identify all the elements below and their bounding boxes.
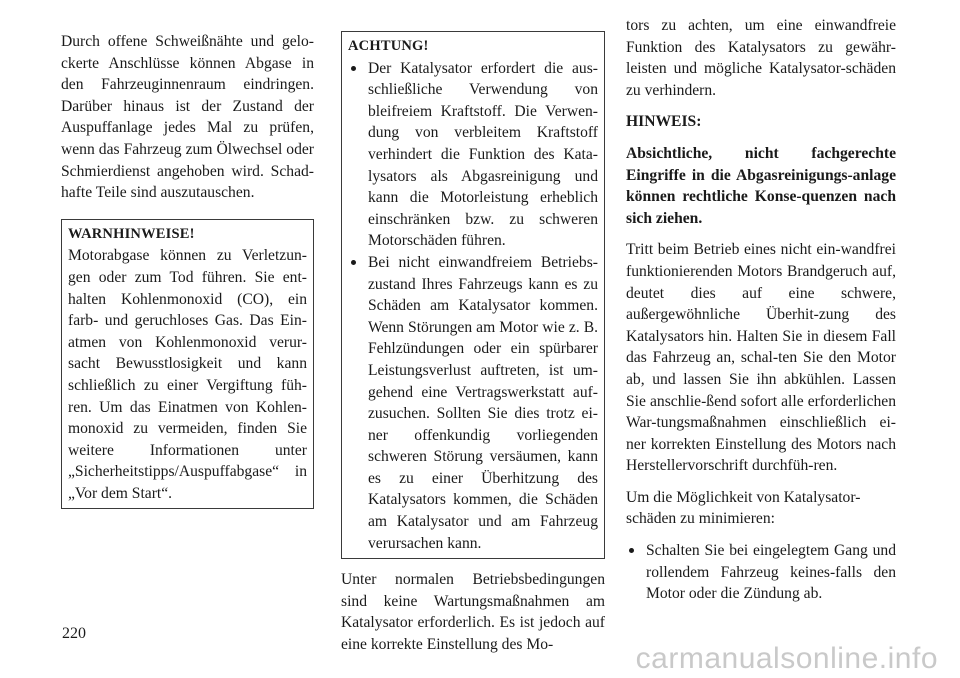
- maintenance-paragraph: Unter normalen Betriebsbedingungen sind keine Wartungsmaßnahmen am Katalysator erforderlich. Es ist jedoch auf eine korrekte Einstellung des Mo-: [341, 571, 605, 654]
- intro-paragraph: Durch offene Schweißnähte und gelo-ckerte Anschlüsse können Abgase in den Fahrzeuginnenraum eindringen. Darüber hinaus ist der Zustand der Auspuffanlage jedes Mal zu prüfen, wenn das Fahrzeug zum Ölwechsel oder Schmierdienst angehoben wird. Schad-hafte Teile sind auszutauschen.: [61, 33, 314, 202]
- tip-item: Schalten Sie bei eingelegtem Gang und rollendem Fahrzeug keines-falls den Motor oder die Zündung ab.: [626, 540, 896, 605]
- warning-title: WARNHINWEISE!: [68, 225, 195, 242]
- caution-item: Bei nicht einwandfreiem Betriebs-zustand Ihres Fahrzeugs kann es zu Schäden am Katalysator kommen. Wenn Störungen am Motor wie z. B. Fehlzündungen oder ein spürbarer Leistungsverlust auftreten, ist um-gehend eine Vertragswerkstatt auf-zusuchen. Sollten Sie dies trotz ei-ner offenkundig vorliegenden schweren Störung versäumen, kann es zu einer Überhitzung des Katalysators kommen, die Schäden am Katalysator und am Fahrzeug verursachen kann.: [348, 252, 598, 554]
- minimize-paragraph: Um die Möglichkeit von Katalysator-schäden zu minimieren:: [626, 488, 861, 528]
- caution-item: Der Katalysator erfordert die aus-schließliche Verwendung von bleifreiem Kraftstoff. Die Verwen-dung von verbleitem Kraftstoff verhindert die Funktion des Kata-lysators als Abgasreinigung und kann die Motorleistung erheblich einschränken bzw. zu schweren Motorschäden führen.: [348, 58, 598, 252]
- caution-box: [341, 31, 605, 559]
- overheat-paragraph: Tritt beim Betrieb eines nicht ein-wandfrei funktionierenden Motors Brandgeruch auf, deutet dies auf eine schwere, außergewöhnliche Überhit-zung des Katalysators hin. Halten Sie in diesem Fall das Fahrzeug an, schal-ten Sie den Motor ab, und lassen Sie ihn abkühlen. Lassen Sie anschlie-ßend sofort alle erforderlichen War-tungsmaßnahmen einschließlich ei-ner korrekten Einstellung des Motors nach Herstellervorschrift durchfüh-ren.: [626, 241, 896, 475]
- page-number: 220: [62, 625, 86, 642]
- continuation-paragraph: tors zu achten, um eine einwandfreie Funktion des Katalysators zu gewähr-leisten und mögliche Katalysator-schäden zu verhindern.: [626, 17, 896, 99]
- note-title: HINWEIS:: [626, 113, 702, 131]
- note-text: Absichtliche, nicht fachgerechte Eingriffe in die Abgasreinigungs-anlage können rechtliche Konse-quenzen nach sich ziehen.: [626, 144, 896, 227]
- column-left: [61, 31, 314, 509]
- column-right: [626, 15, 896, 605]
- watermark: carmanualsonline.info: [635, 642, 938, 675]
- warning-text: Motorabgase können zu Verletzun-gen oder zum Tod führen. Sie ent-halten Kohlenmonoxid (CO), ein farb- und geruchloses Gas. Das Ein-atmen von Kohlenmonoxid verur-sacht Bewusstlosigkeit und kann schließlich zu einer Vergiftung füh-ren. Um das Einatmen von Kohlen-monoxid zu vermeiden, finden Sie weitere Informationen unter „Sicherheitstipps/Auspuffabgase“ in „Vor dem Start“.: [68, 247, 307, 502]
- column-middle: [341, 31, 605, 656]
- caution-title: ACHTUNG!: [348, 38, 429, 54]
- tips-list: [626, 540, 896, 605]
- caution-list: [348, 58, 598, 555]
- warning-box: [61, 219, 314, 510]
